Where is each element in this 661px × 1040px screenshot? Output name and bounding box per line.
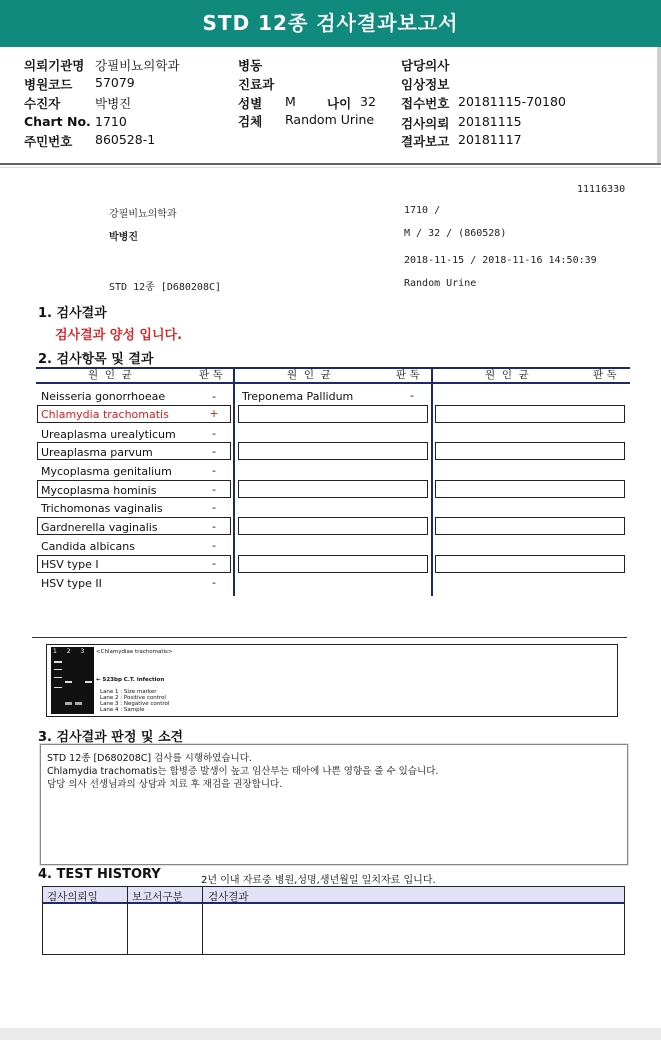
label-receipt-no: 접수번호 (401, 96, 450, 111)
opinion-line: 담당 의사 선생님과의 상담과 치료 후 재검을 권장합니다. (47, 779, 283, 790)
label-department: 진료과 (238, 77, 275, 92)
history-note: 2년 이내 자료중 병원,성명,생년월일 일치자료 입니다. (201, 875, 436, 886)
value-clinic: 강필비뇨의학과 (95, 58, 180, 73)
column-divider (431, 367, 433, 596)
report-patient-name: 박병진 (109, 232, 138, 243)
results-table-header (36, 367, 630, 384)
gel-band (65, 681, 72, 683)
gel-band (54, 661, 62, 663)
gel-title: <Chlamydiae trachomatis> (96, 649, 173, 655)
history-col-divider (202, 887, 203, 954)
row-box (435, 480, 625, 498)
row-box (238, 442, 428, 460)
gel-band (65, 702, 72, 705)
report-sex-age: M / 32 / (860528) (404, 228, 507, 239)
label-clinical-info: 임상정보 (401, 77, 450, 92)
report-chart-line: 1710 / (404, 205, 441, 216)
col1-judge-header: 판 독 (199, 369, 223, 381)
pathogen-result: - (212, 390, 216, 403)
label-request-date: 검사의뢰 (401, 116, 450, 131)
value-request-date: 20181115 (458, 114, 522, 129)
label-doctor: 담당의사 (401, 58, 450, 73)
pathogen-name: Treponema Pallidum (242, 390, 354, 403)
pathogen-result: - (212, 539, 216, 552)
gel-band (54, 687, 62, 688)
positive-result-text: 검사결과 양성 입니다. (55, 328, 183, 343)
pathogen-name-positive: Chlamydia trachomatis (41, 408, 169, 421)
pathogen-name: Gardnerella vaginalis (41, 521, 158, 534)
pathogen-name: HSV type II (41, 577, 102, 590)
pathogen-result: - (212, 557, 216, 570)
label-age: 나이 (327, 96, 352, 111)
value-report-date: 20181117 (458, 132, 522, 147)
col2-judge-header: 판 독 (396, 369, 420, 381)
pathogen-result: - (212, 445, 216, 458)
value-resident-no: 860528-1 (95, 132, 156, 147)
row-box (238, 555, 428, 573)
row-box (238, 405, 428, 423)
label-sex: 성별 (238, 96, 263, 111)
value-receipt-no: 20181115-70180 (458, 94, 566, 109)
label-ward: 병동 (238, 58, 263, 73)
history-col-result: 검사결과 (208, 891, 249, 903)
pathogen-result: - (212, 520, 216, 533)
report-title: STD 12종 검사결과보고서 (0, 0, 661, 47)
scroll-gutter (657, 47, 661, 165)
gel-band (54, 669, 62, 670)
report-clinic: 강필비뇨의학과 (109, 209, 177, 220)
page-bottom-edge (0, 1028, 661, 1040)
gel-legend: Lane 4 : Sample (100, 707, 145, 713)
gel-lane-numbers: 1 2 3 4 (53, 648, 102, 655)
pathogen-name: Ureaplasma parvum (41, 446, 153, 459)
info-divider (0, 163, 661, 165)
pathogen-name: Neisseria gonorrhoeae (41, 390, 166, 403)
value-specimen: Random Urine (285, 112, 375, 127)
label-report-date: 결과보고 (401, 134, 450, 149)
value-patient: 박병진 (95, 96, 132, 111)
pathogen-name: Candida albicans (41, 540, 135, 553)
col2-header: 원 인 균 (287, 369, 331, 381)
label-resident-no: 주민번호 (24, 134, 73, 149)
column-divider (233, 367, 235, 596)
section1-title: 1. 검사결과 (38, 306, 107, 321)
pathogen-result: - (212, 501, 216, 514)
opinion-line: STD 12종 [D680208C] 검사를 시행하였습니다. (47, 753, 252, 764)
report-code: 11116330 (577, 184, 626, 195)
report-specimen: Random Urine (404, 278, 477, 289)
value-hospital-code: 57079 (95, 75, 135, 90)
opinion-line: Chlamydia trachomatis는 합병증 발생이 높고 임산부는 태아에 나쁜 영향을 줄 수 있습니다. (47, 766, 439, 777)
label-hospital-code: 병원코드 (24, 77, 73, 92)
gel-band-label: ← 523bp C.T. infection (96, 677, 165, 683)
pathogen-result: - (212, 483, 216, 496)
row-box (435, 442, 625, 460)
pathogen-name: Ureaplasma urealyticum (41, 428, 176, 441)
gel-band (54, 677, 62, 678)
section2-title: 2. 검사항목 및 결과 (38, 352, 154, 367)
pathogen-name: Mycoplasma genitalium (41, 465, 172, 478)
section-divider (32, 637, 627, 638)
row-box (238, 517, 428, 535)
pathogen-result: - (212, 427, 216, 440)
col3-judge-header: 판 독 (593, 369, 617, 381)
value-chart-no: 1710 (95, 114, 127, 129)
value-sex: M (285, 94, 296, 109)
history-col-divider (127, 887, 128, 954)
label-specimen: 검체 (238, 114, 263, 129)
history-table (42, 886, 625, 955)
row-box (435, 405, 625, 423)
history-col-request-date: 검사의뢰일 (47, 891, 98, 903)
pathogen-result: - (410, 389, 414, 402)
row-box (238, 480, 428, 498)
pathogen-result: - (212, 576, 216, 589)
pathogen-result: - (212, 464, 216, 477)
value-age: 32 (360, 94, 376, 109)
label-patient: 수진자 (24, 96, 61, 111)
label-clinic: 의뢰기관명 (24, 58, 85, 73)
pathogen-name: Trichomonas vaginalis (41, 502, 163, 515)
history-table-header (43, 887, 624, 904)
gel-legend: Lane 3 : Negative control (100, 701, 170, 707)
pathogen-result-positive: + (209, 407, 219, 420)
patient-info (0, 52, 661, 162)
gel-band (75, 702, 82, 705)
col1-header: 원 인 균 (88, 369, 132, 381)
history-col-report-type: 보고서구분 (132, 891, 183, 903)
row-box (435, 555, 625, 573)
pathogen-name: HSV type I (41, 558, 99, 571)
gel-band (85, 681, 92, 683)
section4-title: 4. TEST HISTORY (38, 867, 161, 882)
report-test-name: STD 12종 [D680208C] (109, 282, 222, 293)
label-chart-no: Chart No. (24, 114, 91, 129)
pathogen-name: Mycoplasma hominis (41, 484, 157, 497)
gel-legend: Lane 2 : Positive control (100, 695, 166, 701)
row-box (435, 517, 625, 535)
report-dates: 2018-11-15 / 2018-11-16 14:50:39 (404, 255, 597, 266)
section3-title: 3. 검사결과 판정 및 소견 (38, 730, 184, 745)
gel-legend: Lane 1 : Size marker (100, 689, 157, 695)
col3-header: 원 인 균 (485, 369, 529, 381)
gel-electrophoresis-image (51, 647, 94, 714)
